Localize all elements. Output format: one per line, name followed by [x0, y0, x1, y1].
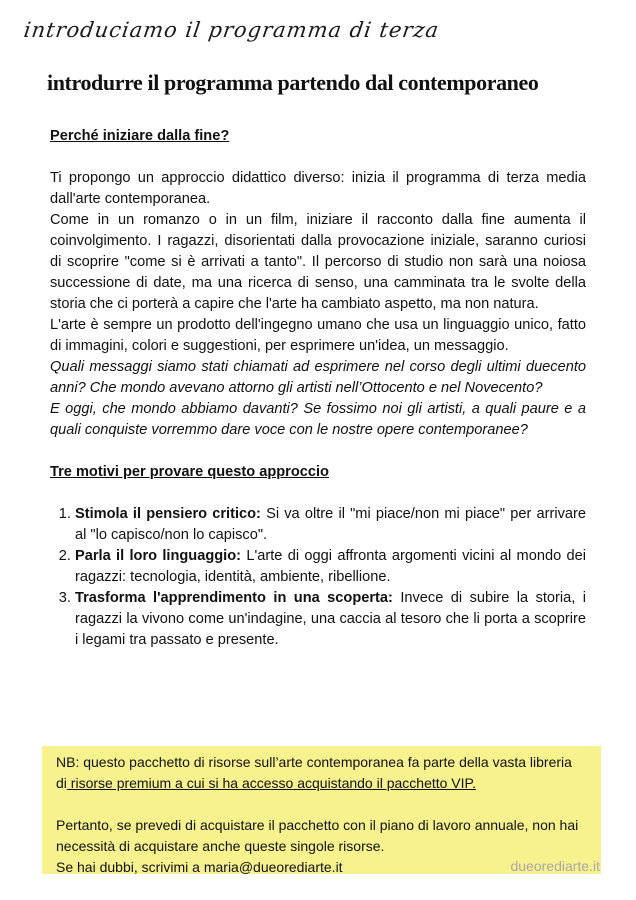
section-heading-reasons: Tre motivi per provare questo approccio [50, 464, 329, 480]
art-paragraph: L'arte è sempre un prodotto dell'ingegno umano che usa un linguaggio unico, fatto di immagini, colori e suggestioni, per esprimere un'idea, un messaggio. [50, 317, 586, 354]
note-purchase-text: Pertanto, se prevedi di acquistare il pacchetto con il piano di lavoro annuale, non hai necessità di acquistare anche queste singole risorse. [56, 817, 579, 854]
reasons-list [50, 504, 586, 651]
spacer [56, 794, 587, 815]
spacer [50, 441, 586, 462]
question-present: E oggi, che mondo abbiamo davanti? Se fossimo noi gli artisti, a quali paure e a quali conquiste vorremmo dare voce con le nostre opere contemporanee? [50, 401, 586, 438]
spacer [50, 147, 586, 168]
story-paragraph: Come in un romanzo o in un film, iniziare il racconto dalla fine aumenta il coinvolgimento. I ragazzi, disorientati dalla provocazione iniziale, saranno curiosi di scoprire "come si è arrivati a tanto". Il percorso di studio non sarà una noiosa successione di date, ma una ricerca di senso, una camminata tra le svolte della storia che ci porterà a capire che l'arte ha cambiato aspetto, ma non natura. [50, 212, 586, 312]
main-content [50, 126, 586, 651]
vip-package-link[interactable]: risorse premium a cui si ha accesso acquistando il pacchetto VIP. [66, 775, 476, 791]
note-text-prefix: di [56, 775, 67, 791]
section-heading-why: Perché iniziare dalla fine? [50, 128, 230, 144]
note-line [56, 752, 587, 794]
footer-site: dueorediarte.it [510, 858, 600, 874]
reason-title: Trasforma l'apprendimento in una scoperta: [75, 590, 393, 606]
reason-text: Si va oltre il "mi piace/non mi piace" per arrivare al "lo capisco/non lo capisco". [75, 506, 586, 543]
note-box [42, 746, 601, 874]
reason-title: Parla il loro linguaggio: [75, 548, 241, 564]
handwritten-header: introduciamo il programma di terza [22, 18, 441, 42]
reason-text: L'arte di oggi affronta argomenti vicini al mondo dei ragazzi: tecnologia, identità, ambiente, ribellione. [75, 548, 586, 585]
reason-text: Invece di subire la storia, i ragazzi la vivono come un'indagine, una caccia al tesoro che li porta a scoprire i legami tra passato e presente. [75, 590, 586, 648]
page-title: introdurre il programma partendo dal contemporaneo [47, 70, 539, 95]
note-text: NB: questo pacchetto di risorse sull’arte contemporanea fa parte della vasta libreria [56, 754, 572, 770]
intro-paragraph: Ti propongo un approccio didattico diverso: inizia il programma di terza media dall'arte contemporanea. [50, 170, 586, 207]
spacer [50, 483, 586, 504]
list-item [75, 546, 586, 588]
list-item [75, 504, 586, 546]
question-past: Quali messaggi siamo stati chiamati ad esprimere nel corso degli ultimi duecento anni? Che mondo avevano attorno gli artisti nell’Ottocento e nel Novecento? [50, 359, 586, 396]
note-contact-text: Se hai dubbi, scrivimi a maria@dueorediarte.it [56, 859, 343, 875]
list-item [75, 588, 586, 651]
reason-title: Stimola il pensiero critico: [75, 506, 261, 522]
